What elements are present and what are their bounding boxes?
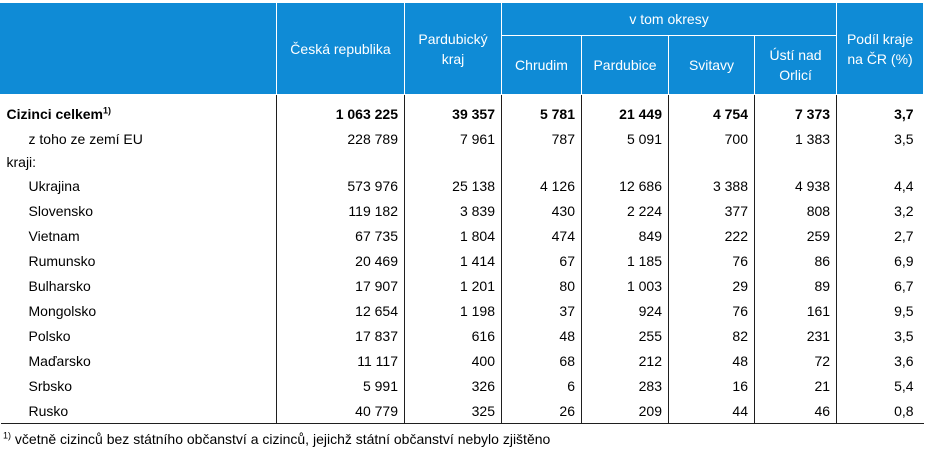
cell: 924 — [582, 298, 669, 323]
header-v-tom-okresy: v tom okresy — [502, 3, 837, 36]
total-label: Cizinci celkem — [6, 105, 103, 122]
cell: 1 003 — [582, 273, 669, 298]
cell: 37 — [502, 298, 582, 323]
cell: 4 938 — [755, 173, 837, 198]
cell: 4 754 — [669, 101, 755, 126]
cell: 2 224 — [582, 198, 669, 223]
cell: 325 — [405, 398, 502, 424]
cell: 2,7 — [894, 227, 914, 244]
cell: 6,7 — [894, 277, 914, 294]
cell: 231 — [755, 323, 837, 348]
row-label: Bulharsko — [1, 273, 277, 298]
footnote — [3, 431, 550, 447]
cell: 3,2 — [894, 202, 914, 219]
header-okres-svitavy: Svitavy — [669, 36, 755, 95]
cell: 6,9 — [894, 252, 914, 269]
cell: 86 — [755, 248, 837, 273]
cell: 80 — [502, 273, 582, 298]
cell: 259 — [755, 223, 837, 248]
table-row — [1, 273, 924, 298]
cell: 40 779 — [277, 398, 405, 424]
cell: 5 091 — [582, 126, 669, 151]
header-ceska-republika: Česká republika — [277, 3, 405, 95]
cell: 5,4 — [894, 377, 914, 394]
cell: 3 839 — [405, 198, 502, 223]
cell: 377 — [669, 198, 755, 223]
row-label: Srbsko — [1, 373, 277, 398]
table-row — [1, 248, 924, 273]
cell: 326 — [405, 373, 502, 398]
cell: 849 — [582, 223, 669, 248]
table-row — [1, 323, 924, 348]
cell: 808 — [755, 198, 837, 223]
row-label: Rusko — [1, 398, 277, 424]
row-label: Slovensko — [1, 198, 277, 223]
cell: 3,6 — [894, 352, 914, 369]
cell: 68 — [502, 348, 582, 373]
row-label: Ukrajina — [1, 173, 277, 198]
table-row — [1, 398, 924, 424]
foreigners-table — [0, 2, 924, 424]
cell: 1 414 — [405, 248, 502, 273]
cell: 787 — [502, 126, 582, 151]
cell: 3,5 — [894, 327, 914, 344]
cell: 6 — [502, 373, 582, 398]
footnote-mark: 1) — [3, 430, 12, 441]
cell: 67 735 — [277, 223, 405, 248]
table-row-kraji — [1, 151, 924, 173]
row-label: kraji: — [1, 151, 277, 173]
row-label — [1, 101, 277, 126]
table-row — [1, 198, 924, 223]
cell: 4 126 — [502, 173, 582, 198]
cell: 9,5 — [894, 302, 914, 319]
cell: 29 — [669, 273, 755, 298]
cell: 3,5 — [894, 130, 914, 147]
header-pardubicky-kraj: Pardubický kraj — [405, 3, 502, 95]
cell: 25 138 — [405, 173, 502, 198]
cell: 12 654 — [277, 298, 405, 323]
cell: 7 961 — [405, 126, 502, 151]
cell: 11 117 — [277, 348, 405, 373]
cell: 76 — [669, 298, 755, 323]
header-okres-pardubice: Pardubice — [582, 36, 669, 95]
cell: 400 — [405, 348, 502, 373]
cell: 255 — [582, 323, 669, 348]
cell: 5 781 — [502, 101, 582, 126]
table-row-total — [1, 101, 924, 126]
cell: 7 373 — [755, 101, 837, 126]
cell: 48 — [669, 348, 755, 373]
cell: 20 469 — [277, 248, 405, 273]
cell: 119 182 — [277, 198, 405, 223]
header-okres-usti: Ústí nad Orlicí — [755, 36, 837, 95]
header-okres-chrudim: Chrudim — [502, 36, 582, 95]
row-label: Maďarsko — [1, 348, 277, 373]
cell: 44 — [669, 398, 755, 424]
row-label: Polsko — [1, 323, 277, 348]
cell: 72 — [755, 348, 837, 373]
cell: 67 — [502, 248, 582, 273]
cell: 1 063 225 — [277, 101, 405, 126]
row-label: Rumunsko — [1, 248, 277, 273]
cell: 76 — [669, 248, 755, 273]
table-row — [1, 173, 924, 198]
cell: 700 — [669, 126, 755, 151]
header-podil: Podíl kraje na ČR (%) — [837, 3, 924, 95]
header-corner — [1, 3, 277, 95]
cell: 5 991 — [277, 373, 405, 398]
cell: 3,7 — [894, 105, 914, 122]
cell: 222 — [669, 223, 755, 248]
table-row-eu — [1, 126, 924, 151]
cell: 0,8 — [837, 398, 924, 424]
cell: 228 789 — [277, 126, 405, 151]
cell: 17 907 — [277, 273, 405, 298]
table-row — [1, 223, 924, 248]
cell: 573 976 — [277, 173, 405, 198]
table-row — [1, 348, 924, 373]
cell: 161 — [755, 298, 837, 323]
cell: 1 201 — [405, 273, 502, 298]
cell: 1 804 — [405, 223, 502, 248]
cell: 616 — [405, 323, 502, 348]
row-label: z toho ze zemí EU — [1, 126, 277, 151]
cell: 1 198 — [405, 298, 502, 323]
cell: 1 383 — [755, 126, 837, 151]
cell: 212 — [582, 348, 669, 373]
cell: 1 185 — [582, 248, 669, 273]
footnote-text: včetně cizinců bez státního občanství a cizinců, jejichž státní občanství nebylo zjištěno — [11, 431, 551, 447]
cell: 46 — [755, 398, 837, 424]
cell: 17 837 — [277, 323, 405, 348]
cell: 89 — [755, 273, 837, 298]
cell: 16 — [669, 373, 755, 398]
cell: 21 — [755, 373, 837, 398]
cell: 283 — [582, 373, 669, 398]
cell: 4,4 — [894, 177, 914, 194]
footnote-mark: 1) — [103, 104, 112, 115]
row-label: Mongolsko — [1, 298, 277, 323]
cell: 39 357 — [405, 101, 502, 126]
cell: 474 — [502, 223, 582, 248]
cell: 430 — [502, 198, 582, 223]
row-label: Vietnam — [1, 223, 277, 248]
cell: 82 — [669, 323, 755, 348]
cell: 209 — [582, 398, 669, 424]
table-row — [1, 373, 924, 398]
cell: 21 449 — [582, 101, 669, 126]
cell: 3 388 — [669, 173, 755, 198]
cell: 26 — [502, 398, 582, 424]
table-row — [1, 298, 924, 323]
cell: 12 686 — [582, 173, 669, 198]
cell: 48 — [502, 323, 582, 348]
